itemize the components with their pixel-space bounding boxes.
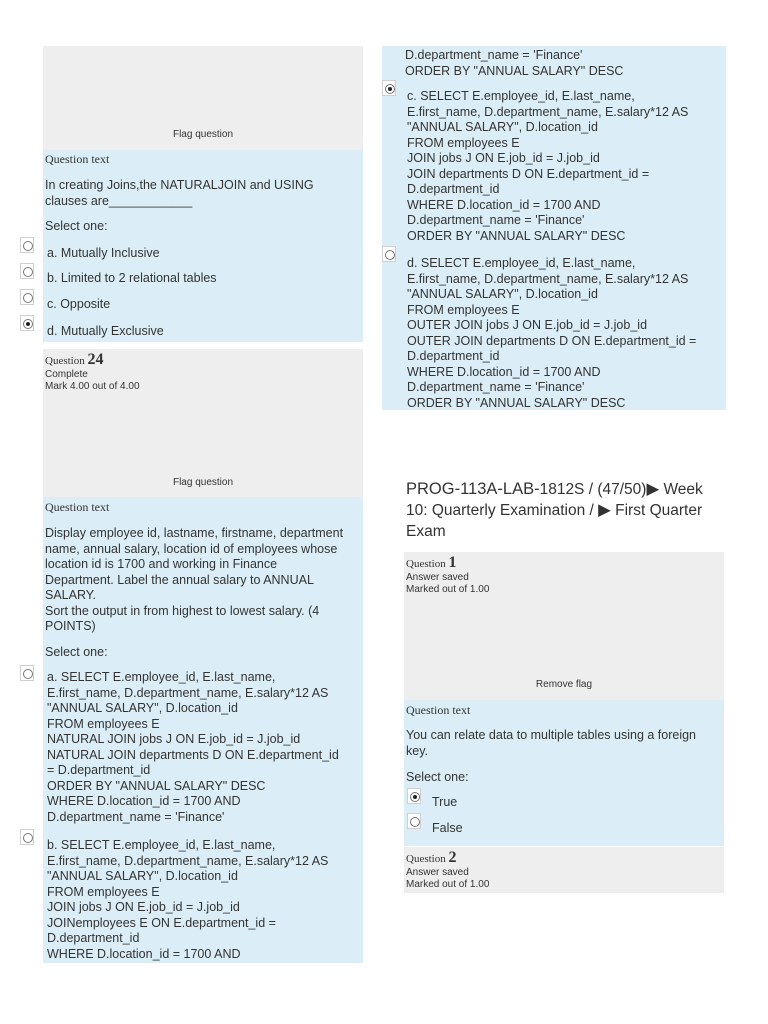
question-number: Question 2 [406, 849, 457, 866]
radio-option-a[interactable] [20, 665, 34, 681]
flag-question-link[interactable]: Flag question [172, 129, 234, 140]
radio-option-false[interactable] [407, 813, 421, 829]
question-text-heading: Question text [45, 152, 110, 166]
question-state: Answer saved [406, 867, 469, 878]
radio-option-b[interactable] [20, 829, 34, 845]
option-true-label[interactable]: True [432, 795, 458, 809]
question-state: Answer saved [406, 572, 469, 583]
radio-option-b[interactable] [20, 263, 34, 279]
option-d-label[interactable]: d. SELECT E.employee_id, E.last_name, E.first_name, D.department_name, E.salary*12 AS "ANNUAL SALARY", D.location_id FROM employees E OUTER JOIN jobs J ON E.job_id = J.job_id OUTER JOIN departments D ON E.department_id = D.department_id WHERE D.location_id = 1700 AND D.department_name = 'Finance' ORDER BY "ANNUAL SALARY" DESC [407, 256, 697, 410]
question-prompt: In creating Joins,the NATURALJOIN and USING clauses are____________ [45, 178, 314, 208]
option-false-label[interactable]: False [432, 821, 463, 835]
option-b-label-continued: D.department_name = 'Finance' ORDER BY "ANNUAL SALARY" DESC [405, 48, 624, 78]
breadcrumb-course-suffix: 1812S / (47/50) [539, 481, 647, 498]
radio-option-c[interactable] [382, 80, 396, 96]
flag-question-link[interactable]: Flag question [172, 477, 234, 488]
breadcrumb [406, 479, 736, 542]
option-a-label[interactable]: a. Mutually Inclusive [47, 246, 160, 260]
select-one-label: Select one: [45, 219, 108, 233]
question-state: Complete [45, 369, 88, 380]
question-prompt: Display employee id, lastname, firstname, department name, annual salary, location id of employees whose location id is 1700 and working in Finance Department. Label the annual salary to ANNUAL SALARY. Sort the output in from highest to lowest salary. (4 POINTS) [45, 526, 344, 633]
radio-option-c[interactable] [20, 289, 34, 305]
breadcrumb-arrow-icon: ▶ [598, 501, 611, 519]
question-mark: Marked out of 1.00 [406, 584, 490, 595]
option-b-label[interactable]: b. SELECT E.employee_id, E.last_name, E.first_name, D.department_name, E.salary*12 AS "ANNUAL SALARY", D.location_id FROM employees E JOIN jobs J ON E.job_id = J.job_id JOINemployees E ON E.department_id = D.department_id WHERE D.location_id = 1700 AND [47, 838, 329, 961]
question-23-info [43, 46, 363, 150]
question-text-heading: Question text [45, 500, 110, 514]
question-1-info [404, 552, 724, 700]
breadcrumb-course-link[interactable]: PROG-113A-LAB- [406, 480, 540, 498]
option-a-label[interactable]: a. SELECT E.employee_id, E.last_name, E.first_name, D.department_name, E.salary*12 AS "ANNUAL SALARY", D.location_id FROM employees E NATURAL JOIN jobs J ON E.job_id = J.job_id NATURAL JOIN departments D ON E.department_id = D.department_id ORDER BY "ANNUAL SALARY" DESC WHERE D.location_id = 1700 AND D.department_name = 'Finance' [47, 670, 339, 824]
option-b-label[interactable]: b. Limited to 2 relational tables [47, 271, 217, 285]
question-2-info [404, 847, 724, 893]
radio-option-a[interactable] [20, 237, 34, 253]
question-number: Question 1 [406, 554, 457, 571]
question-text-heading: Question text [406, 703, 471, 717]
option-c-label[interactable]: c. Opposite [47, 297, 111, 311]
radio-option-true[interactable] [407, 788, 421, 804]
radio-option-d[interactable] [382, 246, 396, 262]
option-c-label[interactable]: c. SELECT E.employee_id, E.last_name, E.first_name, D.department_name, E.salary*12 AS "ANNUAL SALARY", D.location_id FROM employees E JOIN jobs J ON E.job_id = J.job_id JOIN departments D ON E.department_id = D.department_id WHERE D.location_id = 1700 AND D.department_name = 'Finance' ORDER BY "ANNUAL SALARY" DESC [407, 89, 689, 243]
question-number: Question 24 [45, 351, 104, 368]
select-one-label: Select one: [406, 770, 469, 784]
question-mark: Mark 4.00 out of 4.00 [45, 381, 140, 392]
question-prompt: You can relate data to multiple tables using a foreign key. [406, 728, 697, 758]
question-24-info [43, 349, 363, 497]
breadcrumb-arrow-icon: ▶ [646, 480, 660, 498]
remove-flag-link[interactable]: Remove flag [535, 679, 593, 690]
breadcrumb-week-link[interactable]: Week 10: Quarterly Examination / [406, 481, 703, 519]
radio-option-d[interactable] [20, 315, 34, 331]
breadcrumb-exam-link[interactable]: First Quarter Exam [406, 502, 703, 540]
question-mark: Marked out of 1.00 [406, 879, 490, 890]
select-one-label: Select one: [45, 645, 108, 659]
option-d-label[interactable]: d. Mutually Exclusive [47, 324, 164, 338]
